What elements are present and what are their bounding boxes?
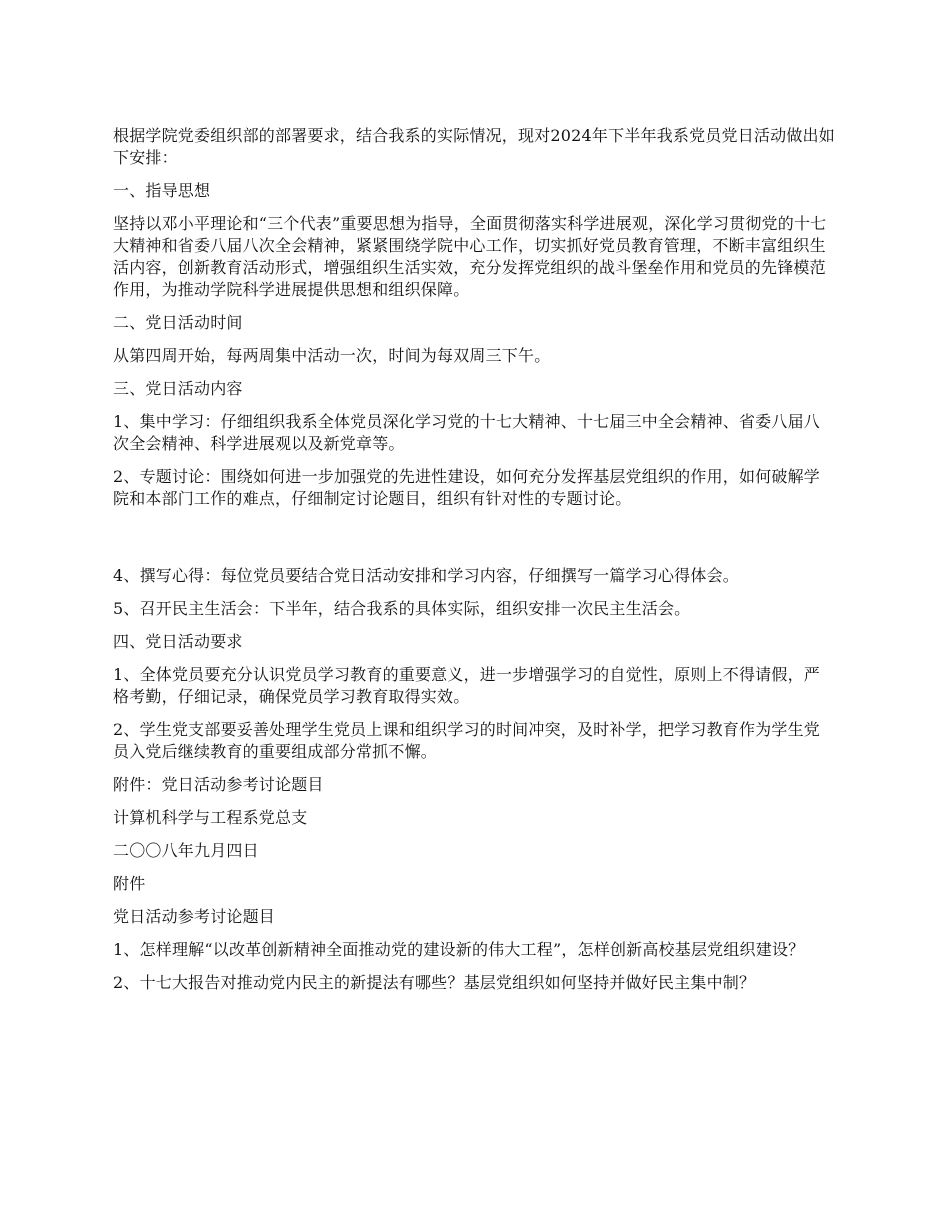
section3-item2: 2、专题讨论：围绕如何进一步加强党的先进性建设，如何充分发挥基层党组织的作用，如何破解学院和本部门工作的难点，仔细制定讨论题目，组织有针对性的专题讨论。 <box>113 467 820 508</box>
appendix-label: 附件 <box>113 874 146 893</box>
section2-heading: 二、党日活动时间 <box>113 313 243 332</box>
section2-body: 从第四周开始，每两周集中活动一次，时间为每双周三下午。 <box>113 346 551 365</box>
section4-heading: 四、党日活动要求 <box>113 632 243 651</box>
section3-item1: 1、集中学习：仔细组织我系全体党员深化学习党的十七大精神、十七届三中全会精神、省委八届八次全会精神、科学进展观以及新党章等。 <box>113 412 820 453</box>
section1-heading: 一、指导思想 <box>113 181 211 200</box>
appendix-question-2: 2、十七大报告对推动党内民主的新提法有哪些？基层党组织如何坚持并做好民主集中制？ <box>113 973 756 992</box>
section3-item5: 5、召开民主生活会：下半年，结合我系的具体实际，组织安排一次民主生活会。 <box>113 599 691 618</box>
section4-item2: 2、学生党支部要妥善处理学生党员上课和组织学习的时间冲突，及时补学，把学习教育作为学生党员入党后继续教育的重要组成部分常抓不懈。 <box>113 720 820 761</box>
section4-item1: 1、全体党员要充分认识党员学习教育的重要意义，进一步增强学习的自觉性，原则上不得请假，严格考勤，仔细记录，确保党员学习教育取得实效。 <box>113 665 820 706</box>
appendix-title: 党日活动参考讨论题目 <box>113 907 276 926</box>
blank-gap <box>113 521 835 565</box>
signature-date: 二〇〇八年九月四日 <box>113 841 259 860</box>
document-body <box>113 125 835 1005</box>
signature-org: 计算机科学与工程系党总支 <box>113 808 308 827</box>
appendix-question-1: 1、怎样理解“以改革创新精神全面推动党的建设新的伟大工程”，怎样创新高校基层党组织建设？ <box>113 940 805 959</box>
intro-paragraph: 根据学院党委组织部的部署要求，结合我系的实际情况，现对2024年下半年我系党员党日活动做出如下安排： <box>113 126 835 167</box>
section3-heading: 三、党日活动内容 <box>113 379 243 398</box>
section3-item4: 4、撰写心得：每位党员要结合党日活动安排和学习内容，仔细撰写一篇学习心得体会。 <box>113 566 739 585</box>
section1-body: 坚持以邓小平理论和“三个代表”重要思想为指导，全面贯彻落实科学进展观，深化学习贯彻党的十七大精神和省委八届八次全会精神，紧紧围绕学院中心工作，切实抓好党员教育管理，不断丰富组织生活内容，创新教育活动形式，增强组织生活实效，充分发挥党组织的战斗堡垒作用和党员的先锋模范作用，为推动学院科学进展提供思想和组织保障。 <box>113 214 827 299</box>
attachment-note: 附件：党日活动参考讨论题目 <box>113 775 324 794</box>
